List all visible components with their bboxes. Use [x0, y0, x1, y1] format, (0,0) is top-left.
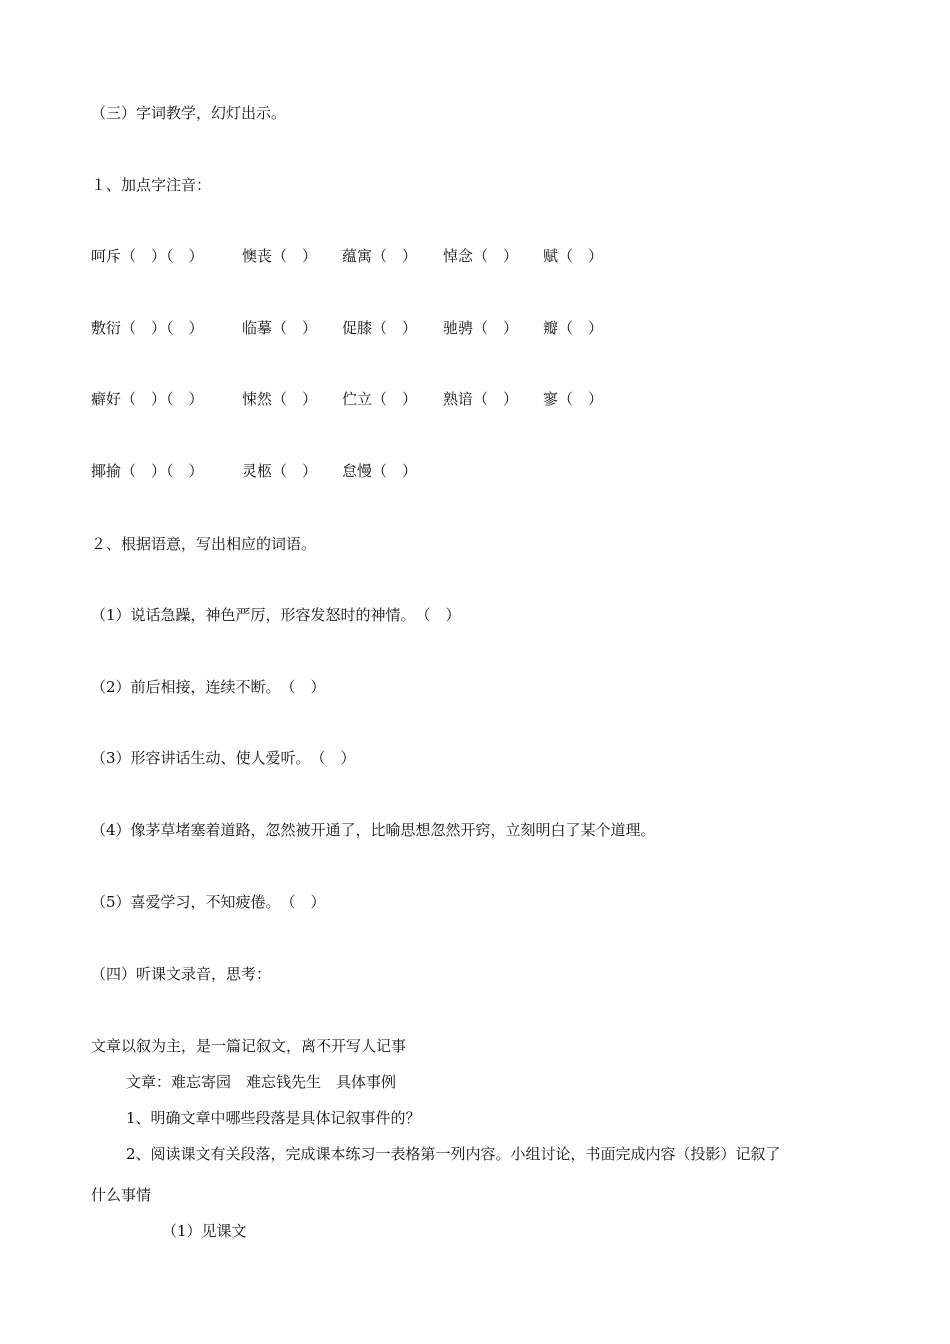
- pinyin-item: 瓣（ ）: [543, 319, 604, 337]
- q2-heading: ２、根据语意，写出相应的词语。: [91, 535, 317, 553]
- pinyin-item: 悼念（ ）: [443, 247, 519, 265]
- q2-item: （5）喜爱学习，不知疲倦。 （ ）: [91, 893, 326, 911]
- section4-heading: （四）听课文录音，思考：: [91, 965, 272, 983]
- q2-item: （2）前后相接，连续不断。 （ ）: [91, 678, 326, 696]
- pinyin-item: 悚然（ ）: [242, 390, 318, 408]
- q1-heading: １、加点字注音：: [91, 176, 212, 194]
- q2-item: （1）说话急躁，神色严厉，形容发怒时的神情。 （ ）: [91, 606, 461, 624]
- pinyin-item: 寥（ ）: [543, 390, 604, 408]
- pinyin-item: 临摹（ ）: [242, 319, 318, 337]
- pinyin-item: 懊丧（ ）: [242, 247, 318, 265]
- pinyin-item: 驰骋（ ）: [443, 319, 519, 337]
- point-1: 1、明确文章中哪些段落是具体记叙事件的？: [126, 1109, 421, 1127]
- point-2: 2、阅读课文有关段落，完成课本练习一表格第一列内容。小组讨论，书面完成内容（投影）记叙了: [126, 1145, 781, 1163]
- pinyin-item: 揶揄（ ）（ ）: [91, 462, 204, 480]
- pinyin-item: 呵斥（ ）（ ）: [91, 247, 204, 265]
- point-2-continued: 什么事情: [91, 1186, 152, 1204]
- pinyin-item: 癖好（ ）（ ）: [91, 390, 204, 408]
- pinyin-item: 伫立（ ）: [342, 390, 418, 408]
- pinyin-item: 蕴寓（ ）: [342, 247, 418, 265]
- pinyin-item: 灵柩（ ）: [242, 462, 318, 480]
- article-line: 文章：难忘寄园 难忘钱先生 具体事例: [126, 1073, 397, 1091]
- sub-item-1: （1）见课文: [162, 1222, 247, 1240]
- q2-item: （4）像茅草堵塞着道路，忽然被开通了，比喻思想忽然开窍，立刻明白了某个道理。: [91, 821, 656, 839]
- pinyin-item: 促膝（ ）: [342, 319, 418, 337]
- q2-item: （3）形容讲话生动、使人爱听。 （ ）: [91, 749, 356, 767]
- body-intro: 文章以叙为主，是一篇记叙文，离不开写人记事: [91, 1037, 407, 1055]
- pinyin-item: 敷衍（ ）（ ）: [91, 319, 204, 337]
- pinyin-item: 赋（ ）: [543, 247, 604, 265]
- section3-heading: （三）字词教学，幻灯出示。: [91, 104, 287, 122]
- pinyin-item: 怠慢（ ）: [342, 462, 418, 480]
- pinyin-item: 熟谙（ ）: [443, 390, 519, 408]
